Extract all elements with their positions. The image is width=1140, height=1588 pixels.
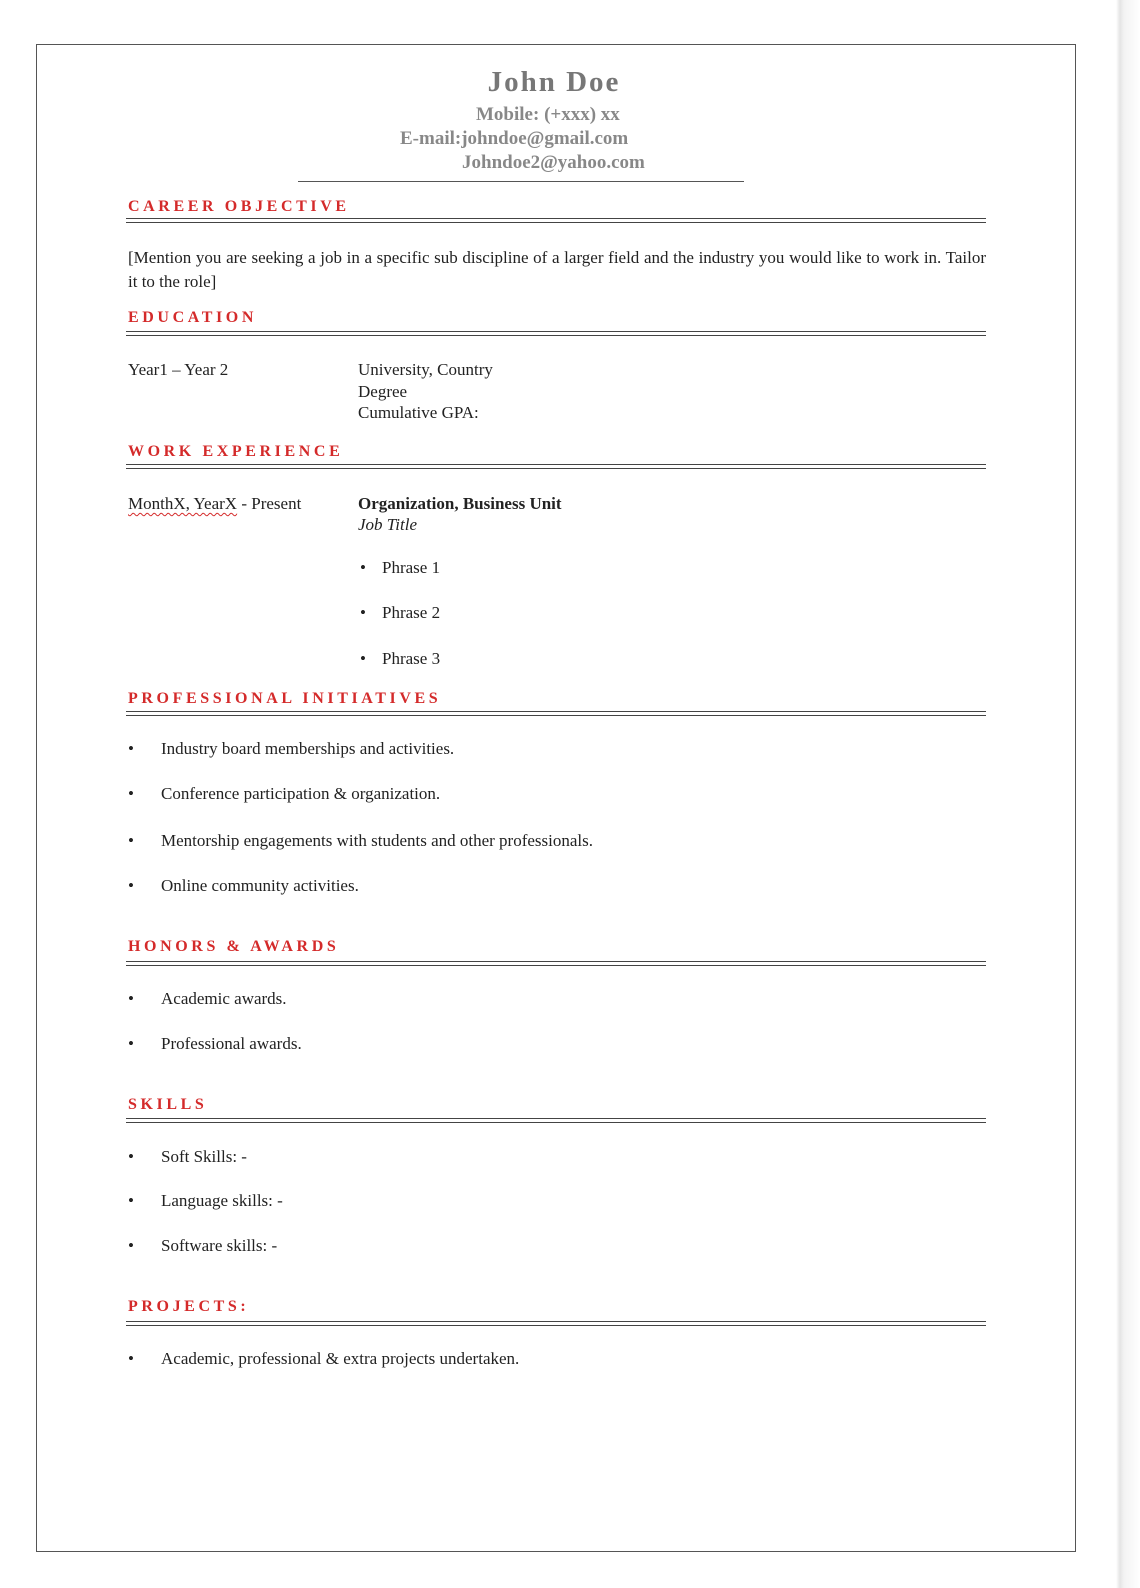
education-heading: EDUCATION: [128, 309, 258, 326]
skill-item: Language skills: -: [161, 1191, 283, 1210]
skills-heading: SKILLS: [128, 1096, 208, 1113]
bullet-icon: •: [360, 558, 366, 577]
bullet-icon: •: [360, 649, 366, 668]
initiative-item: Online community activities.: [161, 876, 359, 895]
email-secondary: Johndoe2@yahoo.com: [462, 152, 645, 173]
skills-rule: [126, 1118, 986, 1123]
work-experience-rule: [126, 464, 986, 469]
projects-heading: PROJECTS:: [128, 1298, 250, 1315]
career-objective-text: [Mention you are seeking a job in a specific sub discipline of a larger field and the industry you would like to work in. Tailor it to the role]: [128, 248, 986, 291]
applicant-name: John Doe: [487, 66, 621, 98]
project-item: Academic, professional & extra projects undertaken.: [161, 1349, 520, 1368]
header-divider: [298, 181, 744, 182]
page-edge-shadow: [1116, 0, 1140, 1588]
bullet-icon: •: [128, 1191, 134, 1210]
bullet-icon: •: [128, 989, 134, 1008]
bullet-icon: •: [360, 603, 366, 622]
bullet-icon: •: [128, 1034, 134, 1053]
work-organization: Organization, Business Unit: [358, 494, 562, 513]
bullet-icon: •: [128, 831, 134, 850]
honors-awards-heading: HONORS & AWARDS: [128, 938, 340, 955]
bullet-icon: •: [128, 784, 134, 803]
education-gpa: Cumulative GPA:: [358, 403, 479, 422]
work-period-date: MonthX, YearX: [128, 494, 238, 513]
education-rule: [126, 331, 986, 336]
professional-initiatives-heading: PROFESSIONAL INITIATIVES: [128, 690, 442, 707]
initiative-item: Conference participation & organization.: [161, 784, 441, 803]
bullet-icon: •: [128, 1349, 134, 1368]
career-objective-heading: CAREER OBJECTIVE: [128, 198, 350, 215]
career-objective-rule: [126, 218, 986, 223]
skill-item: Software skills: -: [161, 1236, 278, 1255]
mobile-line: Mobile: (+xxx) xx: [476, 104, 620, 125]
honors-awards-rule: [126, 961, 986, 966]
resume-header: [0, 0, 1140, 190]
education-degree: Degree: [358, 382, 408, 401]
work-period: [128, 494, 301, 514]
education-university: University, Country: [358, 360, 493, 379]
professional-initiatives-rule: [126, 711, 986, 716]
award-item: Academic awards.: [161, 989, 287, 1008]
initiative-item: Industry board memberships and activities.: [161, 739, 455, 758]
work-phrase: Phrase 3: [382, 649, 441, 668]
work-period-suffix: - Present: [237, 494, 302, 513]
work-experience-heading: WORK EXPERIENCE: [128, 443, 344, 460]
skill-item: Soft Skills: -: [161, 1147, 247, 1166]
work-job-title: Job Title: [358, 515, 418, 534]
bullet-icon: •: [128, 876, 134, 895]
work-phrase: Phrase 1: [382, 558, 441, 577]
award-item: Professional awards.: [161, 1034, 302, 1053]
bullet-icon: •: [128, 1236, 134, 1255]
email-primary: E-mail:johndoe@gmail.com: [400, 128, 629, 149]
bullet-icon: •: [128, 739, 134, 758]
education-years: Year1 – Year 2: [128, 360, 229, 379]
bullet-icon: •: [128, 1147, 134, 1166]
initiative-item: Mentorship engagements with students and other professionals.: [161, 831, 594, 850]
work-phrase: Phrase 2: [382, 603, 441, 622]
projects-rule: [126, 1321, 986, 1326]
